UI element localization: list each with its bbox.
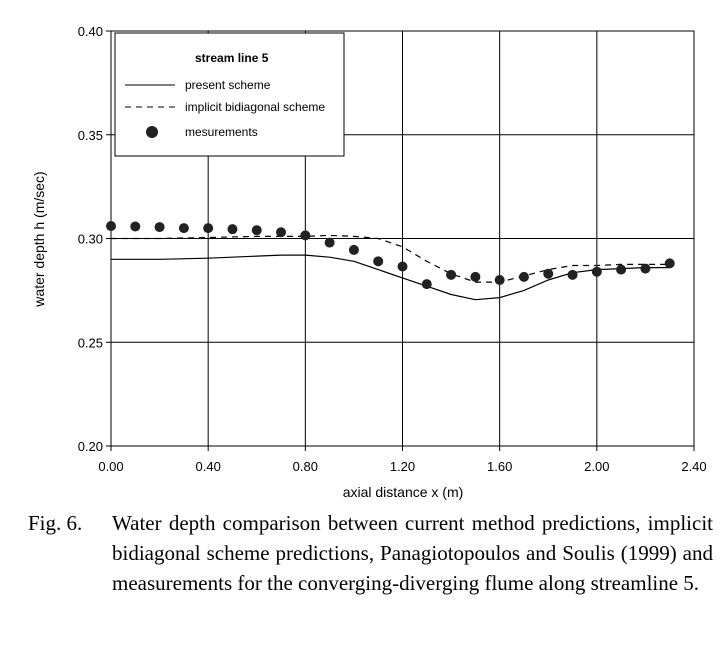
measurement-point xyxy=(349,245,359,255)
measurement-point xyxy=(398,262,408,272)
legend-label-measurements: mesurements xyxy=(185,125,258,139)
x-tick-label: 1.60 xyxy=(487,459,513,474)
y-tick-label: 0.25 xyxy=(77,335,103,351)
measurement-point xyxy=(446,270,456,280)
legend-label-present-scheme: present scheme xyxy=(185,78,271,92)
measurement-point xyxy=(640,264,650,274)
measurement-point xyxy=(252,225,262,235)
caption-text: Water depth comparison between current method predictions, implicit bidiagonal scheme predictions, Panagiotopoulos and Soulis (1999) and measurements for the converging-diverging flume along streamline 5. xyxy=(112,511,713,595)
legend-swatch-measurements xyxy=(146,126,158,138)
x-tick-label: 0.80 xyxy=(292,459,318,474)
measurement-point xyxy=(616,265,626,275)
measurement-point xyxy=(300,230,310,240)
measurement-point xyxy=(155,222,165,232)
legend-label-implicit-bidiagonal: implicit bidiagonal scheme xyxy=(185,100,326,114)
series-line-present-scheme xyxy=(111,255,670,300)
y-tick-label: 0.35 xyxy=(77,127,103,143)
x-tick-label: 1.20 xyxy=(389,459,416,474)
x-axis-label: axial distance x (m) xyxy=(342,484,464,500)
x-tick-label: 2.40 xyxy=(681,459,707,474)
measurement-point xyxy=(276,227,286,237)
measurement-point xyxy=(106,221,116,231)
x-tick-label: 0.00 xyxy=(98,459,124,474)
measurement-point xyxy=(568,270,578,280)
y-tick-label: 0.20 xyxy=(77,439,103,454)
caption-label: Fig. 6. xyxy=(28,511,83,535)
measurement-point xyxy=(665,258,675,268)
y-axis-label: water depth h (m/sec) xyxy=(31,171,47,307)
measurement-point xyxy=(495,275,505,285)
y-tick-label: 0.30 xyxy=(77,231,103,247)
figure-caption xyxy=(28,508,713,598)
measurement-point xyxy=(470,272,480,282)
measurement-point xyxy=(519,272,529,282)
legend-title: stream line 5 xyxy=(195,51,269,65)
measurement-point xyxy=(227,224,237,234)
series-layer xyxy=(106,221,675,300)
measurement-point xyxy=(130,221,140,231)
measurement-point xyxy=(373,256,383,266)
measurement-point xyxy=(422,279,432,289)
y-tick-label: 0.40 xyxy=(77,24,103,39)
measurement-point xyxy=(203,223,213,233)
x-tick-label: 0.40 xyxy=(195,459,221,474)
legend xyxy=(115,33,344,156)
measurement-point xyxy=(325,238,335,248)
x-tick-label: 2.00 xyxy=(584,459,610,474)
measurement-point xyxy=(179,223,189,233)
measurement-point xyxy=(543,269,553,279)
measurement-point xyxy=(592,267,602,277)
